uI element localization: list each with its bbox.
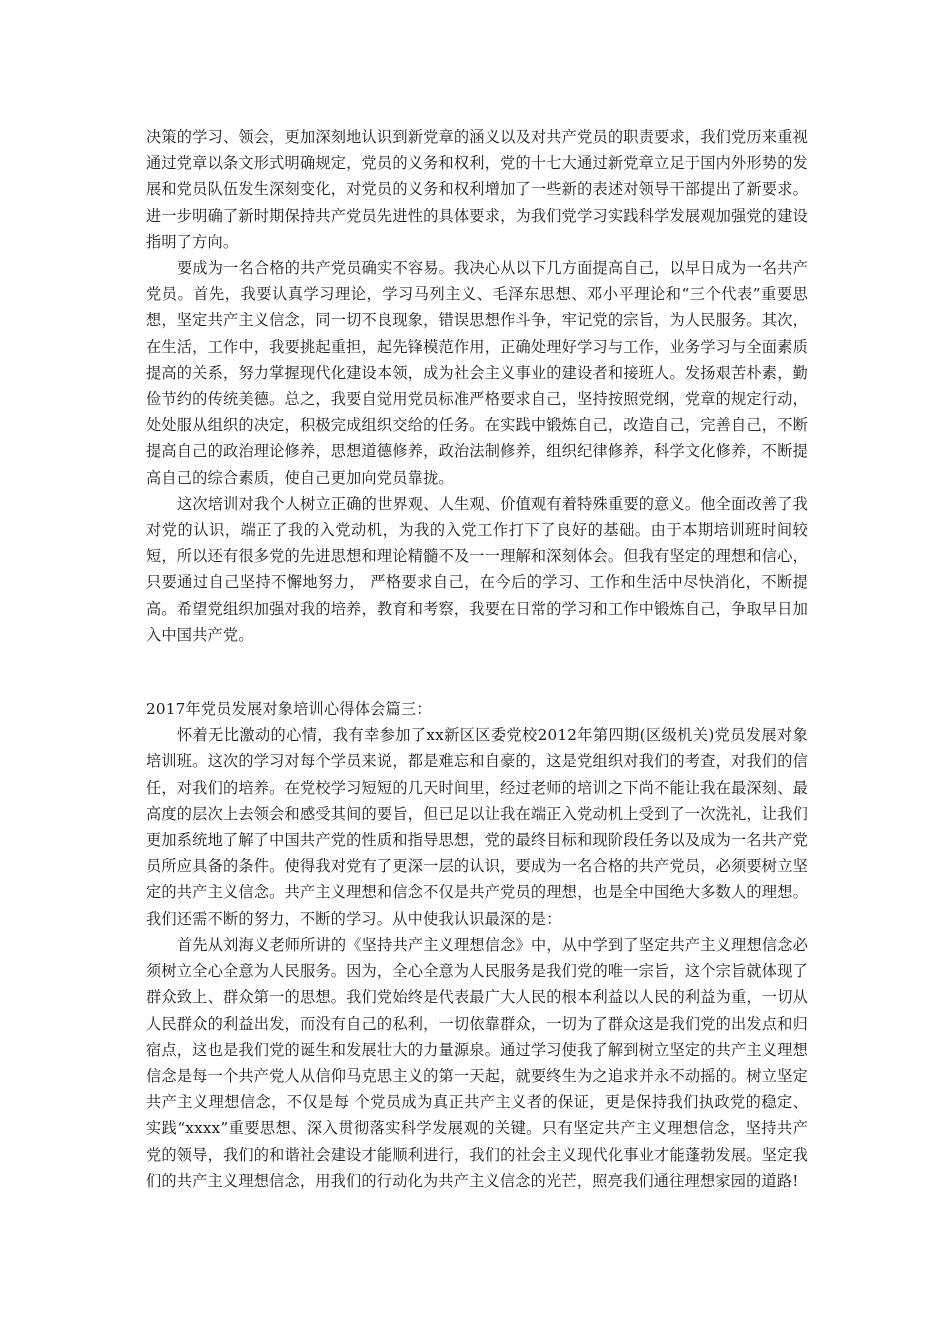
paragraph: 怀着无比激动的心情，我有幸参加了xx新区区委党校2012年第四期(区级机关)党员发展对象培训班。这次的学习对每个学员来说，都是难忘和自豪的，这是党组织对我们的考查，对我们的信任，对我们的培养。在党校学习短短的几天时间里，经过老师的培训之下尚不能让我在最深刻、最高度的层次上去领会和感受其间的要旨，但已足以让我在端正入党动机上受到了一次洗礼，让我们更加系统地了解了中国共产党的性质和指导思想，党的最终目标和现阶段任务以及成为一名共产党员所应具备的条件。使得我对党有了更深一层的认识，要成为一名合格的共产党员，必须要树立坚定的共产主义信念。共产主义理想和信念不仅是共产党员的理想，也是全中国绝大多数人的理想。我们还需不断的努力，不断的学习。从中使我认识最深的是： <box>146 726 808 928</box>
section-spacer <box>146 648 808 696</box>
paragraph: 要成为一名合格的共产党员确实不容易。我决心从以下几方面提高自己，以早日成为一名共产党员。首先，我要认真学习理论，学习马列主义、毛泽东思想、邓小平理论和“三个代表”重要思想，坚定共产主义信念，同一切不良现象，错误思想作斗争，牢记党的宗旨，为人民服务。其次，在生活，工作中，我要挑起重担，起先锋模范作用，正确处理好学习与工作，业务学习与全面素质提高的关系，努力掌握现代化建设本领，成为社会主义事业的建设者和接班人。发扬艰苦朴素，勤俭节约的传统美德。总之，我要自觉用党员标准严格要求自己，坚持按照党纲，党章的规定行动，处处服从组织的决定，积极完成组织交给的任务。在实践中锻炼自己，改造自己，完善自己，不断提高自己的政治理论修养，思想道德修养，政治法制修养，组织纪律修养，科学文化修养，不断提高自己的综合素质，使自己更加向党员靠拢。 <box>146 259 808 487</box>
paragraph: 决策的学习、领会，更加深刻地认识到新党章的涵义以及对共产党员的职责要求，我们党历来重视通过党章以条文形式明确规定，党员的义务和权利，党的十七大通过新党章立足于国内外形势的发展和党员队伍发生深刻变化，对党员的义务和权利增加了一些新的表述对领导干部提出了新要求。进一步明确了新时期保持共产党员先进性的具体要求，为我们党学习实践科学发展观加强党的建设指明了方向。 <box>146 128 808 251</box>
paragraph: 这次培训对我个人树立正确的世界观、人生观、价值观有着特殊重要的意义。他全面改善了我对党的认识，端正了我的入党动机，为我的入党工作打下了良好的基础。由于本期培训班时间较短，所以还有很多党的先进思想和理论精髓不及一一理解和深刻体会。但我有坚定的理想和信心，只要通过自己坚持不懈地努力， 严格要求自己，在今后的学习、工作和生活中尽快消化，不断提高。希望党组织加强对我的培养，教育和考察，我要在日常的学习和工作中锻炼自己，争取早日加入中国共产党。 <box>146 494 808 644</box>
document-page <box>146 124 808 1194</box>
paragraph: 首先从刘海义老师所讲的《坚持共产主义理想信念》中，从中学到了坚定共产主义理想信念必须树立全心全意为人民服务。因为，全心全意为人民服务是我们党的唯一宗旨，这个宗旨就体现了群众致上、群众第一的思想。我们党始终是代表最广大人民的根本利益以人民的利益为重，一切从人民群众的利益出发，而没有自己的私利，一切依靠群众，一切为了群众这是我们党的出发点和归宿点，这也是我们党的诞生和发展壮大的力量源泉。通过学习使我了解到树立坚定的共产主义理想信念是每一个共产党人从信仰马克思主义的第一天起，就要终生为之追求并永不动摇的。树立坚定共产主义理想信念，不仅是每 个党员成为真正共产主义者的保证，更是保持我们执政党的稳定、实践“xxxx”重要思想、深入贯彻落实科学发展观的关键。只有坚定共产主义理想信念，坚持共产党的领导，我们的和谐社会建设才能顺利进行，我们的社会主义现代化事业才能蓬勃发展。坚定我们的共产主义理想信念，用我们的行动化为共产主义信念的光芒，照亮我们通往理想家园的道路! <box>146 935 808 1190</box>
section-two-continuation <box>146 124 808 648</box>
section-three <box>146 696 808 1194</box>
section-heading: 2017年党员发展对象培训心得体会篇三： <box>146 700 432 719</box>
